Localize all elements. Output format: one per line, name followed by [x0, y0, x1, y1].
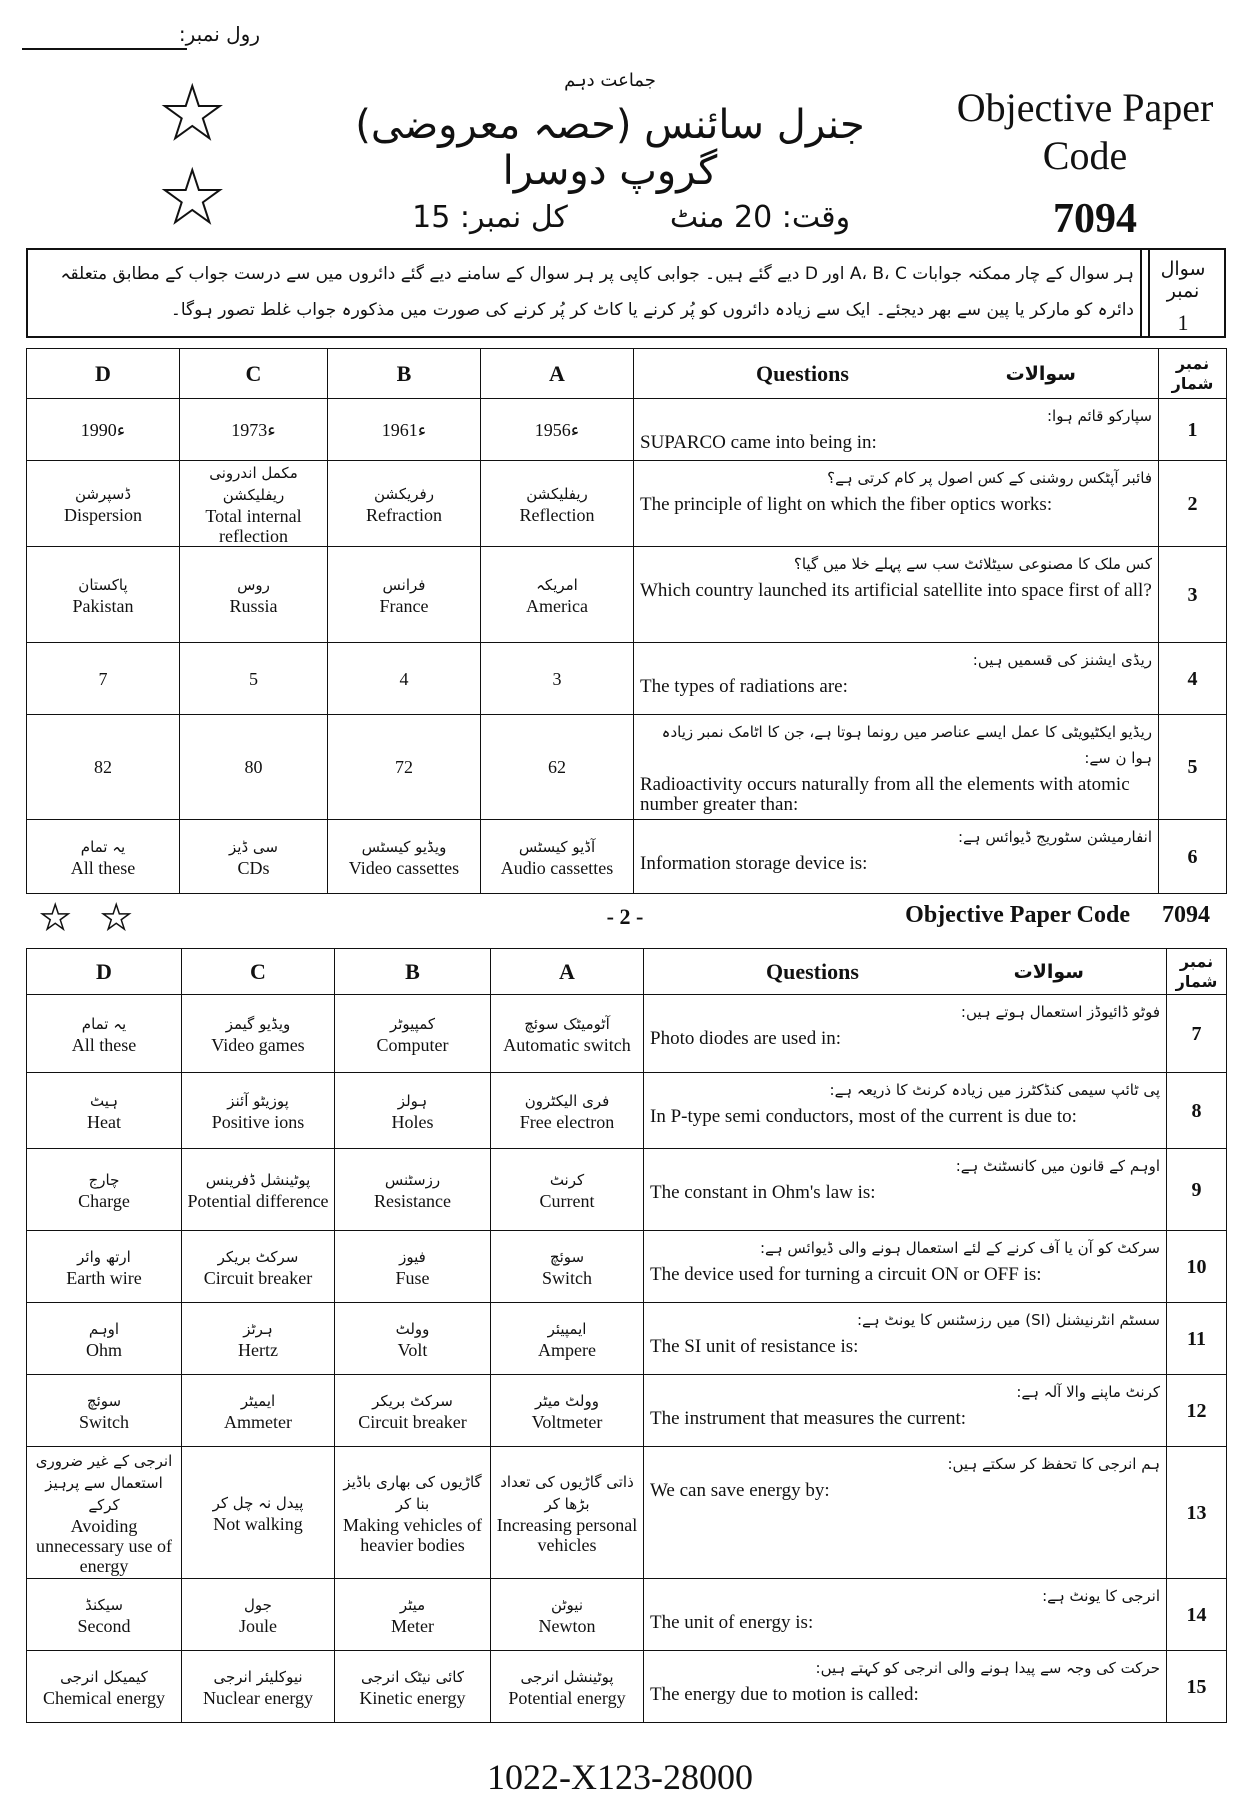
option-c-english: Total internal reflection [205, 505, 302, 546]
header-serial: نمبر شمار [1159, 349, 1227, 399]
question-text [634, 820, 1159, 894]
header-option-d: D [27, 349, 180, 399]
option-a [491, 1579, 644, 1651]
option-c [182, 1149, 335, 1231]
question-text [634, 399, 1159, 461]
option-a-urdu: فری الیکٹرون [524, 1091, 610, 1110]
option-b [328, 547, 481, 643]
question-number: 14 [1167, 1579, 1227, 1651]
option-c-urdu: سرکٹ بریکر [217, 1247, 299, 1266]
table-row [27, 461, 1227, 547]
option-a [481, 715, 634, 820]
option-a-urdu: کرنٹ [549, 1170, 585, 1189]
option-c-urdu: سی ڈیز [229, 837, 278, 856]
header-option-c: C [180, 349, 328, 399]
option-d-urdu: ہیٹ [89, 1091, 119, 1110]
option-c [182, 1375, 335, 1447]
question-english: Information storage device is: [640, 853, 868, 874]
option-c-english: Nuclear energy [202, 1687, 314, 1708]
option-b-urdu: ویڈیو کیسٹس [361, 837, 447, 856]
question-text [644, 1651, 1167, 1723]
option-d-urdu: انرجی کے غیر ضروری استعمال سے پرہیز کرکے [35, 1451, 173, 1514]
question-text [634, 547, 1159, 643]
option-d-english: All these [70, 857, 136, 878]
option-a [481, 461, 634, 547]
option-b-urdu: فرانس [382, 575, 426, 594]
question-urdu: کرنٹ ماپنے والا آلہ ہے: [1016, 1383, 1160, 1401]
option-b [335, 1579, 491, 1651]
paper-code: 7094 [1053, 196, 1137, 242]
option-a [481, 399, 634, 461]
option-d-urdu: سوئچ [86, 1391, 122, 1410]
question-english: The principle of light on which the fiber optics works: [640, 494, 1053, 515]
table-row [27, 1303, 1227, 1375]
question-urdu: حرکت کی وجہ سے پیدا ہونے والی انرجی کو کہتے ہیں: [815, 1659, 1160, 1677]
option-c-urdu: ویڈیو گیمز [225, 1014, 291, 1033]
option-a-urdu: نیوٹن [550, 1595, 584, 1614]
option-a-english: Free electron [519, 1111, 615, 1132]
option-b-urdu: کائی نیٹک انرجی [361, 1667, 464, 1686]
table-row [27, 1447, 1227, 1579]
objective-line-1: Objective Paper [956, 85, 1214, 130]
question-urdu: ریڈی ایشنز کی قسمیں ہیں: [972, 651, 1152, 669]
option-c-english: Circuit breaker [203, 1267, 313, 1288]
question-english: We can save energy by: [650, 1480, 830, 1501]
option-c-urdu: مکمل اندرونی ریفلیکشن [209, 463, 298, 504]
option-b-english: Video cassettes [348, 857, 460, 878]
option-a-urdu: پوٹینشل انرجی [520, 1667, 614, 1686]
option-b [335, 1303, 491, 1375]
option-d [27, 1375, 182, 1447]
option-a-english: Audio cassettes [500, 857, 614, 878]
question-english: Photo diodes are used in: [650, 1028, 842, 1049]
question-number: 6 [1159, 820, 1227, 894]
option-a [491, 1375, 644, 1447]
header-option-a: A [491, 949, 644, 995]
option-c [182, 1073, 335, 1149]
option-b-english: Resistance [374, 1190, 451, 1211]
option-c [180, 715, 328, 820]
option-d [27, 820, 180, 894]
option-d-english: 1990ء [80, 419, 126, 440]
option-a-english: Voltmeter [531, 1411, 603, 1432]
question-urdu: اوہم کے قانون میں کانسٹنٹ ہے: [955, 1157, 1160, 1175]
question-urdu: پی ٹائپ سیمی کنڈکٹرز میں زیادہ کرنٹ کا ذریعہ ہے: [829, 1081, 1160, 1099]
question-urdu: ہم انرجی کا تحفظ کر سکتے ہیں: [947, 1455, 1160, 1473]
star-icon: ★ [100, 900, 132, 937]
option-b-english: 72 [395, 757, 413, 777]
option-a-english: Switch [541, 1267, 592, 1288]
option-c [182, 995, 335, 1073]
header-option-b: B [328, 349, 481, 399]
option-a [491, 1651, 644, 1723]
option-d [27, 1303, 182, 1375]
question-urdu: سرکٹ کو آن یا آف کرنے کے لئے استعمال ہونے والی ڈیوائس ہے: [760, 1239, 1160, 1257]
option-c [180, 643, 328, 715]
option-d [27, 461, 180, 547]
objective-line-2: Code [1042, 133, 1128, 178]
option-c-english: Positive ions [211, 1111, 305, 1132]
star-icon: ★ [160, 74, 225, 154]
option-b [328, 461, 481, 547]
question-urdu: کس ملک کا مصنوعی سیٹلائٹ سب سے پہلے خلا میں گیا؟ [793, 555, 1152, 573]
question-number: 5 [1159, 715, 1227, 820]
header-option-a: A [481, 349, 634, 399]
option-c [180, 461, 328, 547]
question-urdu: انفارمیشن سٹوریج ڈیوائس ہے: [957, 828, 1152, 846]
question-number: 15 [1167, 1651, 1227, 1723]
option-a-english: Automatic switch [503, 1034, 631, 1055]
option-a [481, 547, 634, 643]
question-number-label: سوال نمبر [1160, 258, 1206, 302]
option-b [335, 1375, 491, 1447]
option-d [27, 399, 180, 461]
table-row [27, 715, 1227, 820]
question-urdu: سسٹم انٹرنیشنل (SI) میں رزسٹنس کا یونٹ ہے: [857, 1311, 1160, 1329]
question-english: The unit of energy is: [650, 1612, 814, 1633]
option-c-english: 1973ء [231, 419, 276, 440]
option-d-english: 82 [94, 757, 112, 777]
option-d-english: Chemical energy [42, 1687, 166, 1708]
table-row [27, 1375, 1227, 1447]
question-urdu: فائبر آپٹکس روشنی کے کس اصول پر کام کرتی ہے؟ [827, 469, 1152, 487]
question-number: 10 [1167, 1231, 1227, 1303]
question-text [644, 1579, 1167, 1651]
option-c [182, 1651, 335, 1723]
option-a-urdu: امریکہ [536, 575, 578, 594]
question-number: 3 [1159, 547, 1227, 643]
option-a-english: Reflection [519, 504, 595, 525]
option-d [27, 1447, 182, 1579]
option-d-english: Avoiding unnecessary use of energy [36, 1515, 172, 1576]
header-serial: نمبر شمار [1167, 949, 1227, 995]
option-d [27, 1579, 182, 1651]
option-a [491, 1303, 644, 1375]
option-a-urdu: ریفلیکشن [526, 484, 588, 503]
instructions-text: ہر سوال کے چار ممکنہ جوابات A، B، C اور D دیے گئے ہیں۔ جوابی کاپی پر ہر سوال کے سامنے دیے گئے دائروں میں سے درست جواب کے مطابق متعلقہ دائرہ کو مارکر یا پین سے بھر دیجئے۔ ایک سے زیادہ دائروں کو پُر کرنے یا کاٹ کر پُر کرنے کی صورت میں مذکورہ جواب غلط تصور ہوگا۔ [60, 264, 1134, 320]
question-number-value: 1 [1177, 310, 1189, 335]
table-row [27, 643, 1227, 715]
option-d-urdu: ارتھ وائر [77, 1247, 131, 1266]
option-b [328, 399, 481, 461]
option-a [491, 995, 644, 1073]
option-a [491, 1231, 644, 1303]
question-number: 13 [1167, 1447, 1227, 1579]
option-a-urdu: آٹومیٹک سوئچ [524, 1014, 610, 1033]
option-b [328, 715, 481, 820]
time-label: وقت: 20 منٹ [669, 200, 851, 235]
option-a-urdu: وولٹ میٹر [535, 1391, 599, 1410]
option-b-urdu: ہولز [397, 1091, 428, 1110]
option-c-urdu: ایمیٹر [240, 1391, 276, 1410]
option-a-english: Newton [538, 1615, 596, 1636]
table-row [27, 1231, 1227, 1303]
option-c-urdu: نیوکلیئر انرجی [213, 1667, 303, 1686]
option-a [481, 820, 634, 894]
table-row [27, 995, 1227, 1073]
option-c-english: Not walking [213, 1513, 303, 1534]
option-c-urdu: روس [237, 575, 270, 594]
option-c-english: Ammeter [224, 1411, 292, 1432]
header-option-c: C [182, 949, 335, 995]
option-b-urdu: میٹر [399, 1595, 426, 1614]
option-b-english: Meter [391, 1615, 434, 1636]
option-b-english: Fuse [395, 1267, 430, 1288]
page2-stars [40, 898, 131, 938]
question-text [644, 995, 1167, 1073]
option-d-urdu: یہ تمام [81, 1014, 127, 1033]
option-a [491, 1447, 644, 1579]
question-english: The constant in Ohm's law is: [650, 1182, 876, 1203]
option-d-urdu: یہ تمام [80, 837, 126, 856]
question-urdu: فوٹو ڈائیوڈز استعمال ہوتے ہیں: [960, 1003, 1160, 1021]
option-c-english: 5 [249, 668, 258, 689]
option-c-english: CDs [237, 857, 270, 878]
option-c-english: Joule [239, 1615, 277, 1636]
question-urdu: سپارکو قائم ہوا: [1047, 407, 1152, 425]
option-c-urdu: پوزیٹو آئنز [227, 1091, 289, 1110]
header-option-d: D [27, 949, 182, 995]
option-c-urdu: پوٹینشل ڈفرینس [205, 1170, 311, 1189]
option-c [182, 1231, 335, 1303]
option-a-urdu: آڈیو کیسٹس [518, 837, 596, 856]
option-a-english: Current [539, 1190, 595, 1211]
option-d [27, 1231, 182, 1303]
option-d-urdu: ڈسپرشن [74, 484, 132, 503]
option-b-urdu: کمپیوٹر [389, 1014, 436, 1033]
question-english: Radioactivity occurs naturally from all the elements with atomic number greater than: [640, 774, 1130, 815]
paper-title: جنرل سائنس (حصہ معروضی) گروپ دوسرا [355, 102, 865, 194]
option-c-urdu: جول [244, 1595, 272, 1614]
question-english: In P-type semi conductors, most of the current is due to: [650, 1106, 1077, 1127]
option-c [180, 547, 328, 643]
question-english: The SI unit of resistance is: [650, 1336, 859, 1357]
option-d-english: Second [77, 1615, 131, 1636]
option-a [491, 1073, 644, 1149]
option-b-urdu: رفریکشن [374, 484, 434, 503]
option-b [335, 1073, 491, 1149]
option-b-english: Kinetic energy [359, 1687, 466, 1708]
option-a-english: 3 [552, 668, 562, 689]
option-d-english: Heat [87, 1111, 121, 1132]
header-questions-ur: سوالات [1005, 362, 1076, 385]
option-d-english: Pakistan [72, 595, 134, 616]
question-number: 1 [1159, 399, 1227, 461]
option-c [182, 1579, 335, 1651]
option-a-urdu: ایمپیئر [547, 1319, 587, 1338]
header-option-b: B [335, 949, 491, 995]
question-text [634, 461, 1159, 547]
question-text [644, 1375, 1167, 1447]
option-a-english: 1956ء [534, 419, 580, 440]
question-urdu: ریڈیو ایکٹیویٹی کا عمل ایسے عناصر میں رونما ہوتا ہے، جن کا اٹامک نمبر زیادہ ہوا ن سے: [661, 723, 1152, 767]
option-b-english: France [379, 595, 429, 616]
option-a-english: Ampere [538, 1339, 596, 1360]
option-a [491, 1149, 644, 1231]
option-b-english: Refraction [366, 504, 442, 525]
question-english: The energy due to motion is called: [650, 1684, 919, 1705]
option-a [481, 643, 634, 715]
table-row [27, 1579, 1227, 1651]
option-c-english: Russia [229, 595, 278, 616]
table-row [27, 547, 1227, 643]
table-row [27, 399, 1227, 461]
marks-label: کل نمبر: 15 [412, 200, 568, 235]
question-english: The device used for turning a circuit ON or OFF is: [650, 1264, 1042, 1285]
roll-number-line [22, 48, 187, 50]
option-a-urdu: ذاتی گاڑیوں کی تعداد بڑھا کر [500, 1472, 634, 1513]
option-b-english: 4 [399, 668, 409, 689]
option-a-english: America [526, 595, 588, 616]
option-d-urdu: اوہم [88, 1319, 120, 1338]
question-number: 2 [1159, 461, 1227, 547]
option-d-urdu: کیمیکل انرجی [60, 1667, 148, 1686]
question-english: SUPARCO came into being in: [640, 432, 877, 453]
option-d [27, 1651, 182, 1723]
option-c [182, 1303, 335, 1375]
questions-table-page1 [26, 348, 1227, 894]
option-c-english: Video games [211, 1034, 305, 1055]
question-number: 7 [1167, 995, 1227, 1073]
question-number-box [1140, 248, 1226, 338]
question-number: 8 [1167, 1073, 1227, 1149]
header-questions [634, 349, 1159, 399]
option-b [335, 1149, 491, 1231]
option-d-english: Switch [78, 1411, 129, 1432]
question-text [644, 1073, 1167, 1149]
question-english: The types of radiations are: [640, 676, 848, 697]
option-d-urdu: چارج [88, 1170, 120, 1189]
question-number: 9 [1167, 1149, 1227, 1231]
option-a-urdu: سوئچ [549, 1247, 585, 1266]
question-text [644, 1149, 1167, 1231]
table-row [27, 1651, 1227, 1723]
question-text [634, 643, 1159, 715]
option-d [27, 1149, 182, 1231]
page-number: - 2 - [606, 904, 644, 929]
footer-code: 1022-X123-28000 [487, 1757, 753, 1797]
question-number: 4 [1159, 643, 1227, 715]
header-questions-ur: سوالات [1013, 960, 1084, 983]
page2-code [850, 902, 1210, 929]
option-b-english: Making vehicles of heavier bodies [343, 1514, 482, 1555]
option-b-english: Volt [397, 1339, 428, 1360]
option-c-urdu: پیدل نہ چل کر [212, 1493, 304, 1512]
option-d [27, 995, 182, 1073]
option-d-english: Earth wire [66, 1267, 142, 1288]
question-number: 12 [1167, 1375, 1227, 1447]
option-b [335, 995, 491, 1073]
class-label: جماعت دہم [564, 70, 656, 91]
option-d-english: Ohm [86, 1339, 122, 1360]
option-d [27, 1073, 182, 1149]
question-text [644, 1231, 1167, 1303]
option-b-english: Circuit breaker [358, 1411, 467, 1432]
option-c [182, 1447, 335, 1579]
option-d-urdu: پاکستان [78, 575, 128, 594]
page2-code-value: 7094 [1162, 902, 1210, 928]
option-c-english: 80 [244, 757, 263, 777]
option-a-english: Increasing personal vehicles [496, 1514, 638, 1555]
option-b [335, 1651, 491, 1723]
option-b-english: Computer [376, 1034, 449, 1055]
option-b-urdu: وولٹ [395, 1319, 430, 1338]
question-english: Which country launched its artificial satellite into space first of all? [640, 580, 1152, 601]
questions-table-page2 [26, 948, 1227, 1723]
option-d [27, 715, 180, 820]
option-d [27, 547, 180, 643]
option-b [335, 1231, 491, 1303]
option-b-english: 1961ء [381, 419, 427, 440]
option-d-english: All these [71, 1034, 137, 1055]
roll-number-label: رول نمبر: [178, 22, 260, 46]
star-icon: ★ [40, 900, 71, 937]
table-row [27, 1149, 1227, 1231]
option-b-urdu: رزسٹنس [384, 1170, 441, 1189]
option-d [27, 643, 180, 715]
option-c-english: Hertz [238, 1339, 278, 1360]
option-c-english: Potential difference [187, 1190, 329, 1211]
option-a-english: Potential energy [508, 1687, 626, 1708]
option-b-english: Holes [391, 1111, 434, 1132]
option-c [180, 399, 328, 461]
option-d-english: Charge [78, 1190, 130, 1211]
option-d-urdu: سیکنڈ [85, 1595, 123, 1614]
table-row [27, 1073, 1227, 1149]
objective-paper-heading [940, 84, 1230, 180]
header-questions [644, 949, 1167, 995]
option-b-urdu: سرکٹ بریکر [372, 1391, 453, 1410]
option-b-urdu: فیوز [399, 1247, 426, 1266]
table-row [27, 820, 1227, 894]
option-a-english: 62 [548, 757, 566, 777]
question-urdu: انرجی کا یونٹ ہے: [1042, 1587, 1160, 1605]
option-b [328, 643, 481, 715]
option-b [335, 1447, 491, 1579]
option-c-urdu: ہرٹز [243, 1319, 273, 1338]
option-b [328, 820, 481, 894]
question-english: The instrument that measures the current: [650, 1408, 967, 1429]
question-text [634, 715, 1159, 820]
question-text [644, 1447, 1167, 1579]
question-text [644, 1303, 1167, 1375]
option-d-english: Dispersion [64, 504, 142, 525]
page2-code-label: Objective Paper Code [905, 902, 1130, 928]
header-questions-en: Questions [756, 360, 849, 386]
option-c [180, 820, 328, 894]
option-d-english: 7 [98, 668, 108, 689]
star-icon: ★ [160, 158, 225, 238]
option-b-urdu: گاڑیوں کی بھاری باڈیز بنا کر [343, 1472, 482, 1513]
question-number: 11 [1167, 1303, 1227, 1375]
header-questions-en: Questions [766, 958, 859, 984]
